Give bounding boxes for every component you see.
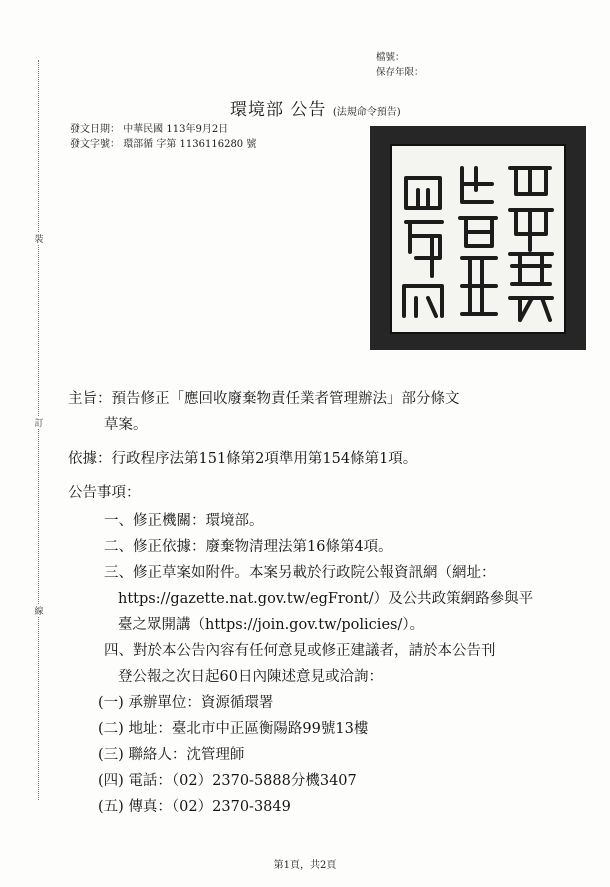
seal-glyph-strokes <box>370 126 586 350</box>
item-number: 二、 <box>104 539 133 555</box>
title-sub: (法規命令預告) <box>332 107 401 118</box>
binding-mark: 訂 <box>33 416 45 429</box>
item-number: 三、 <box>104 565 133 581</box>
docno-label: 發文字號： <box>70 139 120 150</box>
item-text: 修正機關：環境部。 <box>133 513 264 529</box>
announcement-body <box>68 386 588 820</box>
sub-text: 聯絡人：沈管理師 <box>128 747 245 763</box>
sub-number: (三) <box>98 747 124 763</box>
sub-text: 傳真：（02）2370-3849 <box>128 799 291 815</box>
announce-item-4 <box>68 638 588 664</box>
item-text: 對於本公告內容有任何意見或修正建議者，請於本公告刊 <box>133 643 496 659</box>
archive-info <box>376 50 424 80</box>
item-3-line-3: 臺之眾開講（https://join.gov.tw/policies/）。 <box>118 617 425 633</box>
subject-text: 預告修正「應回收廢棄物責任業者管理辦法」部分條文 <box>111 391 460 407</box>
date-value: 中華民國 113年9月2日 <box>123 124 229 135</box>
contact-item <box>68 742 588 768</box>
binding-line <box>38 60 39 800</box>
sub-text: 地址：臺北市中正區衡陽路99號13樓 <box>128 721 369 737</box>
sub-number: (二) <box>98 721 124 737</box>
official-seal-icon <box>370 126 586 350</box>
page-title <box>230 95 401 120</box>
sub-text: 承辦單位：資源循環署 <box>128 695 274 711</box>
sub-number: (五) <box>98 799 124 815</box>
item-text: 修正依據：廢棄物清理法第16條第4項。 <box>133 539 393 555</box>
document-meta <box>70 122 256 152</box>
item-number: 一、 <box>104 513 133 529</box>
contact-item <box>68 690 588 716</box>
subject-line-2: 草案。 <box>104 417 148 433</box>
item-number: 四、 <box>104 643 133 659</box>
announce-label: 公告事項： <box>68 485 141 501</box>
announce-item-1 <box>68 508 588 534</box>
sub-number: (一) <box>98 695 124 711</box>
binding-mark: 裝 <box>33 232 45 245</box>
date-label: 發文日期： <box>70 124 120 135</box>
item-4-line-2: 登公報之次日起60日內陳述意見或洽詢： <box>118 669 383 685</box>
docno-value: 環部循 字第 1136116280 號 <box>123 139 257 150</box>
item-3-line-2: https://gazette.nat.gov.tw/egFront/）及公共政策網路參與平 <box>118 591 534 607</box>
title-main: 環境部 公告 <box>230 100 327 120</box>
contact-item <box>68 716 588 742</box>
page-number: 第1頁，共2頁 <box>273 860 337 871</box>
sub-text: 電話：（02）2370-5888分機3407 <box>128 773 357 789</box>
basis-label: 依據： <box>68 451 112 467</box>
item-text: 修正草案如附件。本案另載於行政院公報資訊網（網址： <box>133 565 496 581</box>
announce-item-3 <box>68 560 588 586</box>
subject-line-1 <box>68 386 588 412</box>
announce-item-2 <box>68 534 588 560</box>
retention-label: 保存年限： <box>376 67 424 78</box>
contact-item <box>68 768 588 794</box>
basis-line <box>68 446 588 472</box>
contact-item <box>68 794 588 820</box>
sub-number: (四) <box>98 773 124 789</box>
basis-text: 行政程序法第151條第2項準用第154條第1項。 <box>111 451 418 467</box>
file-no-label: 檔號： <box>376 52 405 63</box>
binding-mark: 線 <box>33 604 45 617</box>
subject-label: 主旨： <box>68 391 112 407</box>
